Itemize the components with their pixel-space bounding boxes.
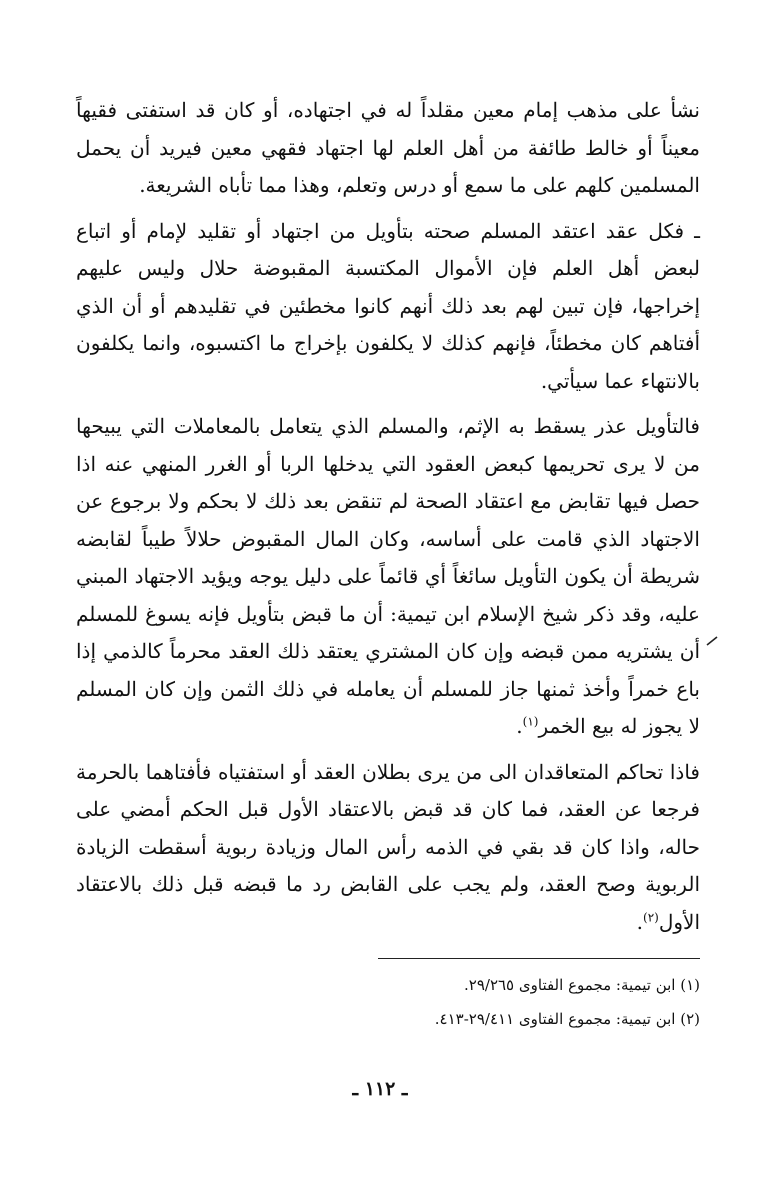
footnote-ref-1: (١) [522,714,539,729]
footnote-separator [378,958,700,959]
footnotes [300,968,700,1036]
paragraph-4 [76,754,700,942]
body-text [76,92,700,941]
page-number: ـ ١١٢ ـ [352,1078,408,1100]
paragraph-4-end: . [636,909,644,934]
paragraph-2-text: ـ فكل عقد اعتقد المسلم صحته بتأويل من اجتهاد أو تقليد لإمام أو اتباع لبعض أهل العلم فإن الأموال المكتسبة المقبوضة حلال وليس عليهم إخراجها، فإن تبين لهم بعد ذلك أنهم كانوا مخطئين في تقليدهم أو أن الذي أفتاهم كان مخطئاً، فإنهم كذلك لا يكلفون بإخراج ما اكتسبوه، وانما يكلفون بالانتهاء عما سيأتي. [76,218,700,393]
margin-pen-mark [706,636,718,646]
paragraph-3-end: . [516,714,523,738]
paragraph-4-text: فاذا تحاكم المتعاقدان الى من يرى بطلان العقد أو استفتياه فأفتاهما بالحرمة فرجعا عن العقد، فما كان قد قبض بالاعتقاد الأول قبل الحكم أمضي على حاله، واذا كان قد بقي في الذمه رأس المال وزيادة ربوية أسقطت الزيادة الربوية وصح العقد، ولم يجب على القابض رد ما قبضه قبل ذلك بالاعتقاد الأول [76,759,700,934]
paragraph-3-text: فالتأويل عذر يسقط به الإثم، والمسلم الذي يتعامل بالمعاملات التي يبيحها من لا يرى تحريمها كبعض العقود التي يدخلها الربا أو الغرر المنهي عنه اذا حصل فيها تقابض مع اعتقاد الصحة لم تنقض بعد ذلك لا بحكم ولا برجوع عن الاجتهاد الذي قامت على أساسه، وكان المال المقبوض حلالاً طيباً لقابضه شريطة أن يكون التأويل سائغاً أي قائماً على دليل يوجه ويؤيد الاجتهاد المبني عليه، وقد ذكر شيخ الإسلام ابن تيمية: أن ما قبض بتأويل فإنه يسوغ للمسلم أن يشتريه ممن قبضه وإن كان المشتري يعتقد ذلك العقد محرماً كالذمي إذا باع خمراً وأخذ ثمنها جاز للمسلم أن يعامله في ذلك الثمن وإن كان المسلم لا يجوز له بيع الخمر [76,414,700,738]
footnote-2: (٢) ابن تيمية: مجموع الفتاوى ٢٩/٤١١-٤١٣. [434,1010,700,1028]
paragraph-2 [76,213,700,401]
footnote-1: (١) ابن تيمية: مجموع الفتاوى ٢٩/٢٦٥. [464,976,700,994]
paragraph-1 [76,92,700,205]
footnote-ref-2: (٢) [643,909,659,924]
paragraph-3 [76,408,700,746]
paragraph-1-text: نشأ على مذهب إمام معين مقلداً له في اجتهاده، أو كان قد استفتى فقيهاً معيناً أو خالط طائفة من أهل العلم لها اجتهاد فقهي معين فيريد أن يحمل المسلمين كلهم على ما سمع أو درس وتعلم، وهذا مما تأباه الشريعة. [76,98,700,197]
